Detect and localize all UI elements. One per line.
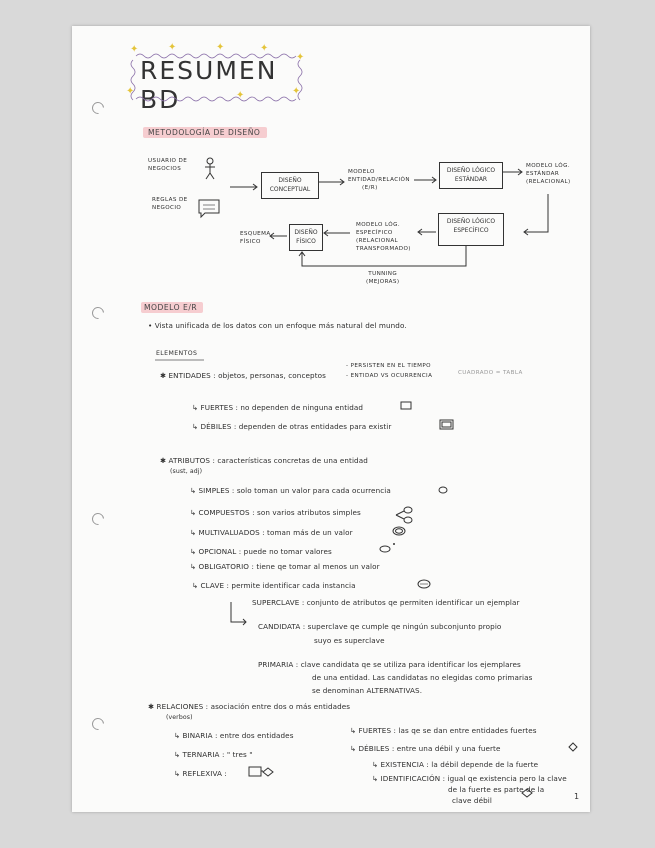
candidata-line: CANDIDATA : superclave qe cumple qe ningún subconjunto propio — [258, 622, 502, 631]
obligatorio-line: ↳ OBLIGATORIO : tiene qe tomar al menos un valor — [190, 562, 380, 571]
identificacion-line: de la fuerte es parte de la — [448, 785, 545, 794]
entidades-note: - PERSISTEN EN EL TIEMPO — [346, 363, 431, 369]
opcional-line: ↳ OPCIONAL : puede no tomar valores — [190, 547, 332, 556]
multivaluados-line: ↳ MULTIVALUADOS : toman más de un valor — [190, 528, 353, 537]
atributos-line: ✱ ATRIBUTOS : características concretas de una entidad — [160, 456, 368, 465]
identificacion-line: clave débil — [452, 796, 492, 805]
sparkle-icon: ✦ — [292, 86, 301, 97]
page-title: RESUMEN BD — [140, 56, 278, 114]
modelo-er-label: MODELO ENTIDAD/RELACIÓN (E/R) — [348, 169, 410, 191]
sparkle-icon: ✦ — [216, 42, 225, 53]
rel-fuertes-line: ↳ FUERTES : las qe se dan entre entidades fuertes — [350, 726, 537, 735]
page-number: 1 — [574, 792, 580, 801]
atributos-sub: (sust, adj) — [170, 468, 203, 475]
section-heading-metodologia: METODOLOGÍA DE DISEÑO — [148, 128, 261, 137]
sparkle-icon: ✦ — [130, 44, 139, 55]
reflexiva-line: ↳ REFLEXIVA : — [174, 769, 227, 778]
entidades-line: ✱ ENTIDADES : objetos, personas, conceptos — [160, 371, 326, 380]
sparkle-icon: ✦ — [296, 52, 305, 63]
intro-text: • Vista unificada de los datos con un enfoque más natural del mundo. — [148, 321, 407, 330]
esquema-fisico-label: ESQUEMA FÍSICO — [240, 231, 271, 245]
fuertes-line: ↳ FUERTES : no dependen de ninguna entidad — [192, 403, 364, 412]
candidata-line: suyo es superclave — [314, 636, 385, 645]
sparkle-icon: ✦ — [260, 43, 269, 54]
sparkle-icon: ✦ — [168, 42, 177, 53]
rel-debiles-line: ↳ DÉBILES : entre una débil y una fuerte — [350, 744, 501, 753]
box-diseno-logico-estandar: DISEÑO LÓGICO ESTÁNDAR — [439, 162, 503, 189]
elementos-heading: ELEMENTOS — [156, 350, 198, 357]
modelo-log-estandar-label: MODELO LÓG. ESTÁNDAR (RELACIONAL) — [526, 163, 571, 185]
primaria-line: se denominan ALTERNATIVAS. — [312, 686, 423, 695]
section-heading-modelo-er: MODELO E/R — [144, 303, 198, 312]
entidades-note: - ENTIDAD VS OCURRENCIA — [346, 373, 433, 379]
relaciones-line: ✱ RELACIONES : asociación entre dos o más entidades — [148, 702, 351, 711]
usuario-label: USUARIO DE NEGOCIOS — [148, 158, 188, 172]
modelo-log-especifico-label: MODELO LÓG. ESPECÍFICO (RELACIONAL TRANSFORMADO) — [356, 222, 411, 252]
simples-line: ↳ SIMPLES : solo toman un valor para cada ocurrencia — [190, 486, 391, 495]
box-diseno-fisico: DISEÑO FÍSICO — [289, 224, 323, 251]
ternaria-line: ↳ TERNARIA : " tres " — [174, 750, 253, 759]
relaciones-sub: (verbos) — [166, 714, 193, 721]
box-diseno-conceptual: DISEÑO CONCEPTUAL — [261, 172, 319, 199]
sparkle-icon: ✦ — [236, 90, 245, 101]
sparkle-icon: ✦ — [126, 86, 135, 97]
superclave-line: SUPERCLAVE : conjunto de atributos qe permiten identificar un ejemplar — [252, 598, 520, 607]
binaria-line: ↳ BINARIA : entre dos entidades — [174, 731, 294, 740]
existencia-line: ↳ EXISTENCIA : la débil depende de la fuerte — [372, 760, 539, 769]
compuestos-line: ↳ COMPUESTOS : son varios atributos simples — [190, 508, 361, 517]
debiles-line: ↳ DÉBILES : dependen de otras entidades para existir — [192, 422, 392, 431]
clave-line: ↳ CLAVE : permite identificar cada instancia — [192, 581, 356, 590]
primaria-line: de una entidad. Las candidatas no elegidas como primarias — [312, 673, 533, 682]
reglas-label: REGLAS DE NEGOCIO — [152, 197, 188, 211]
primaria-line: PRIMARIA : clave candidata qe se utiliza para identificar los ejemplares — [258, 660, 521, 669]
box-diseno-logico-especifico: DISEÑO LÓGICO ESPECÍFICO — [438, 213, 504, 246]
identificacion-line: ↳ IDENTIFICACIÓN : igual qe existencia pero la clave — [372, 774, 567, 783]
entidades-note: CUADRADO = TABLA — [458, 370, 523, 376]
tuning-label: TUNNING (MEJORAS) — [366, 271, 400, 285]
